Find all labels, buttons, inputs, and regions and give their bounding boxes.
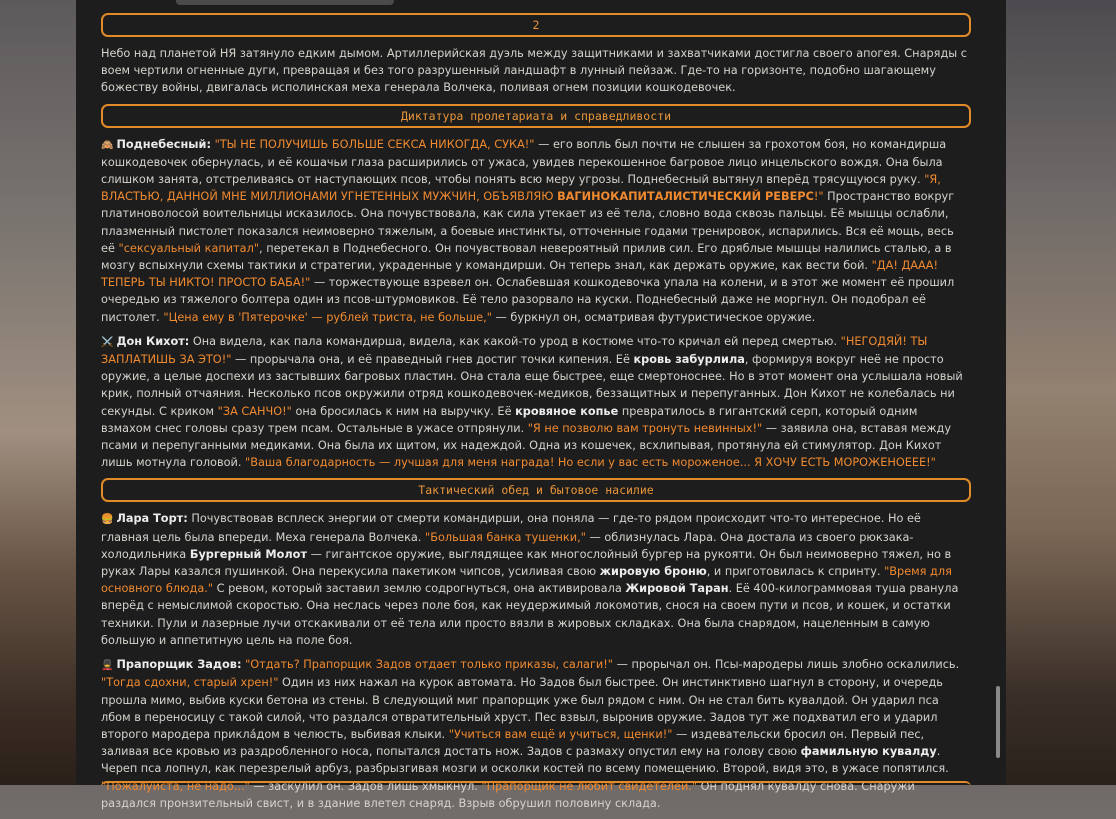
paragraph-lara-tort bbox=[101, 510, 971, 649]
bold-term: фамильную кувалду bbox=[800, 745, 937, 759]
paragraph-don-quixote bbox=[101, 333, 971, 472]
bold-term: Бургерный Молот bbox=[189, 547, 307, 561]
burger-icon: 🍔 bbox=[101, 514, 114, 526]
narration: Она видела, как пала командирша, видела, как какой-то урод в костюме что-то кричал ей перед смертью. bbox=[189, 334, 841, 348]
bold-term: жировую броню bbox=[599, 565, 707, 579]
speaker-name: Прапорщик Задов: bbox=[116, 658, 242, 672]
narration: Почувствовав всплеск энергии от смерти командирши, она поняла — где-то рядом происходит что-то интересное. Но её главная цель была впереди. Меха генерала Волчека. bbox=[101, 512, 921, 544]
speaker-name: Лара Торт: bbox=[116, 512, 188, 526]
monkey-icon: 🙈 bbox=[101, 139, 114, 151]
quote: "Я не позволю вам тронуть невинных!" bbox=[527, 421, 763, 435]
background-wasteland-right bbox=[1006, 0, 1116, 785]
quote: "Ваша благодарность — лучшая для меня награда! Но если у вас есть мороженое... Я ХОЧУ ЕСТЬ МОРОЖЕНОЕЕЕ!" bbox=[245, 456, 936, 470]
quote: "НЕГОДЯЙ! ТЫ ЗАПЛАТИШЬ ЗА ЭТО!" bbox=[101, 334, 928, 367]
narration: — его вопль был почти не слышен за грохотом боя, но командирша кошкодевочек обернулась, и её кошачьи глаза расширились от ужаса, увидев перекошенное багровое лицо инцельского вождя. Она была слишком занята, отстреливаясь от наступающих псов, чтобы понять всю меру угрозы. Поднебесный вытянул вперёд трясущуюся руку. bbox=[101, 137, 947, 187]
speaker-name: Дон Кихот: bbox=[116, 334, 190, 348]
section-header-dictatorship: Диктатура пролетариата и справедливости bbox=[101, 104, 971, 128]
background-wasteland-left bbox=[0, 0, 76, 785]
narration: — издевательски бросил он. Первый пес, заливая все кровью из раздробленного носа, попытался достать нож. Задов с размаху опустил ему на голову свою bbox=[101, 727, 925, 759]
paragraph-podnebesny bbox=[101, 136, 971, 326]
narration: превратилось в гигантский серп, который одним взмахом снес головы сразу трем псам. Остальные в ужасе отпрянули. bbox=[101, 404, 918, 435]
guard-icon: 💂 bbox=[101, 660, 114, 672]
speaker-name: Поднебесный: bbox=[116, 137, 211, 151]
narration: — прорычал он. Псы-мародеры лишь злобно оскалились. bbox=[612, 658, 960, 672]
chat-column bbox=[76, 0, 1006, 810]
quote: "сексуальный капитал" bbox=[118, 241, 260, 255]
narration: — заскулил он. Задов лишь хмыкнул. bbox=[249, 779, 482, 793]
narration: Он поднял кувалду снова. Снаружи раздался пронзительный свист, и в здание влетел снаряд. Взрыв обрушил половину склада. bbox=[101, 779, 915, 810]
quote: "Тогда сдохни, старый хрен!" bbox=[101, 676, 279, 690]
quote: "Я, ВЛАСТЬЮ, ДАННОЙ МНЕ МИЛЛИОНАМИ УГНЕТЕННЫХ МУЖЧИН, ОБЪЯВЛЯЮ bbox=[101, 173, 941, 204]
narration: — облизнулась Лара. Она достала из своего рюкзака-холодильника bbox=[101, 530, 914, 561]
paragraph-praporshchik-zadov bbox=[101, 656, 971, 812]
quote: "Большая банка тушенки," bbox=[425, 530, 586, 544]
narration: . Её 400-килограммовая туша рванула вперёд с немыслимой скоростью. Она неслась через поле боя, как неудержимый локомотив, снося на своем пути и псов, и кошек, и остатки техники. Пули и лазерные лучи отскакивали от её тела или просто вязли в жировых складках. Она была снарядом, нацеленным в самую большую и аппетитную цель на поле боя. bbox=[101, 582, 959, 647]
quote-bold: ВАГИНОКАПИТАЛИСТИЧЕСКИЙ РЕВЕРС bbox=[557, 190, 814, 204]
quote: "Цена ему в 'Пятерочке' — рублей триста, не больше," bbox=[163, 310, 492, 324]
narration: — торжествующе взревел он. Ослабевшая кошкодевочка упала на колени, и в этот же момент её прошил очередью из тяжелого болтера один из псов-штурмовиков. Её тело разорвало на куски. Поднебесный даже не моргнул. Он подобрал её пистолет. bbox=[101, 276, 955, 324]
bold-term: кровь забурлила bbox=[633, 353, 745, 367]
narration: — гигантское оружие, выглядящее как многослойный бургер на рукояти. Он был неимоверно тяжел, но в руках Лары казался пушинкой. Она перекусила пакетиком чипсов, усиливая свою bbox=[101, 547, 952, 579]
section-header-tactical-lunch: Тактический обед и бытовое насилие bbox=[101, 478, 971, 502]
crossed-swords-icon: ⚔️ bbox=[101, 336, 114, 348]
narration: она бросилась к ним на выручку. Её bbox=[291, 404, 516, 418]
narration: С ревом, который заставил землю содрогнуться, она активировала bbox=[213, 582, 626, 596]
quote: "Отдать? Прапорщик Задов отдает только приказы, салаги!" bbox=[245, 658, 613, 672]
narration: — буркнул он, осматривая футуристическое оружие. bbox=[491, 310, 816, 324]
section-header-number: 2 bbox=[101, 13, 971, 37]
next-section-header-edge bbox=[101, 781, 971, 787]
narration: Пространство вокруг платиноволосой воительницы исказилось. Она почувствовала, как сила утекает из её тела, словно вода сквозь пальцы. Её мышцы ослабли, плазменный пистолет показался неимоверно тяжелым, а боевые инстинкты, отточенные годами тренировок, испарились. Вся её мощь, весь её bbox=[101, 190, 955, 255]
narration: , и приготовилась к спринту. bbox=[706, 565, 885, 579]
scrollbar-thumb[interactable] bbox=[996, 686, 1000, 758]
quote: "Прапорщик не любит свидетелей." bbox=[481, 779, 698, 793]
quote: "ДА! ДААА! ТЕПЕРЬ ТЫ НИКТО! ПРОСТО БАБА!" bbox=[101, 259, 939, 290]
narration: . Череп пса лопнул, как перезрелый арбуз, разбрызгивая мозги и осколки костей по всему помещению. Второй, видя это, в ужасе попятился. bbox=[101, 745, 949, 776]
narration: Один из них нажал на курок автомата. Но Задов был быстрее. Он инстинктивно шагнул в сторону, и очередь прошла мимо, выбив куски бетона из стены. В следующий миг прапорщик уже был рядом с ним. Он не стал бить кувалдой. Он ударил пса лбом в переносицу с такой силой, что раздался отвратительный хруст. Пес взвыл, выронив оружие. Задов тут же подхватил его и ударил второго мародера прикла́дом в челюсть, выбивая клыки. bbox=[101, 676, 943, 741]
quote: "ЗА САНЧО!" bbox=[217, 404, 292, 418]
quote: !" bbox=[813, 190, 824, 204]
quote: "ТЫ НЕ ПОЛУЧИШЬ БОЛЬШЕ СЕКСА НИКОГДА, СУКА!" bbox=[214, 137, 535, 151]
narration: — заявила она, вставая между псами и перепуганными медиками. Она была их щитом, их надеждой. Одна из кошечек, всхлипывая, протянула ей стимулятор. Дон Кихот лишь мотнула головой. bbox=[101, 421, 952, 470]
bold-term: Жировой Таран bbox=[625, 582, 729, 596]
top-tab bbox=[176, 0, 394, 5]
intro-paragraph: Небо над планетой НЯ затянуло едким дымом. Артиллерийская дуэль между защитниками и захватчиками достигла своего апогея. Снаряды с воем чертили огненные дуги, превращая и без того разрушенный ландшафт в лунный пейзаж. Где-то на горизонте, подобно шагающему божеству войны, двигалась исполинская меха генерала Волчека, поливая огнем позиции кошкодевочек. bbox=[101, 47, 967, 95]
message-content bbox=[101, 13, 971, 819]
bold-term: кровяное копье bbox=[515, 404, 619, 418]
quote: "Время для основного блюда." bbox=[101, 565, 952, 596]
quote: "Учиться вам ещё и учиться, щенки!" bbox=[448, 727, 673, 741]
narration: , формируя вокруг неё не просто оружие, а целые доспехи из застывших багровых пластин. Она стала еще быстрее, еще смертоноснее. Но в этот момент она услышала новый крик, полный отчаяния. Несколько псов окружили отряд кошкодевочек-медиков, беззащитных и перепуганных. Дон Кихот не колебалась ни секунды. С криком bbox=[101, 353, 963, 418]
quote: "Пожалуйста, не надо..." bbox=[101, 779, 250, 793]
narration: , перетекал в Поднебесного. Он почувствовал невероятный прилив сил. Его дряблые мышцы налились сталью, а в мозгу вспыхнули схемы тактики и стратегии, украденные у командирши. Он теперь знал, как держать оружие, как вести бой. bbox=[101, 241, 952, 273]
narration: — прорычала она, и её праведный гнев достиг точки кипения. Её bbox=[231, 353, 634, 367]
